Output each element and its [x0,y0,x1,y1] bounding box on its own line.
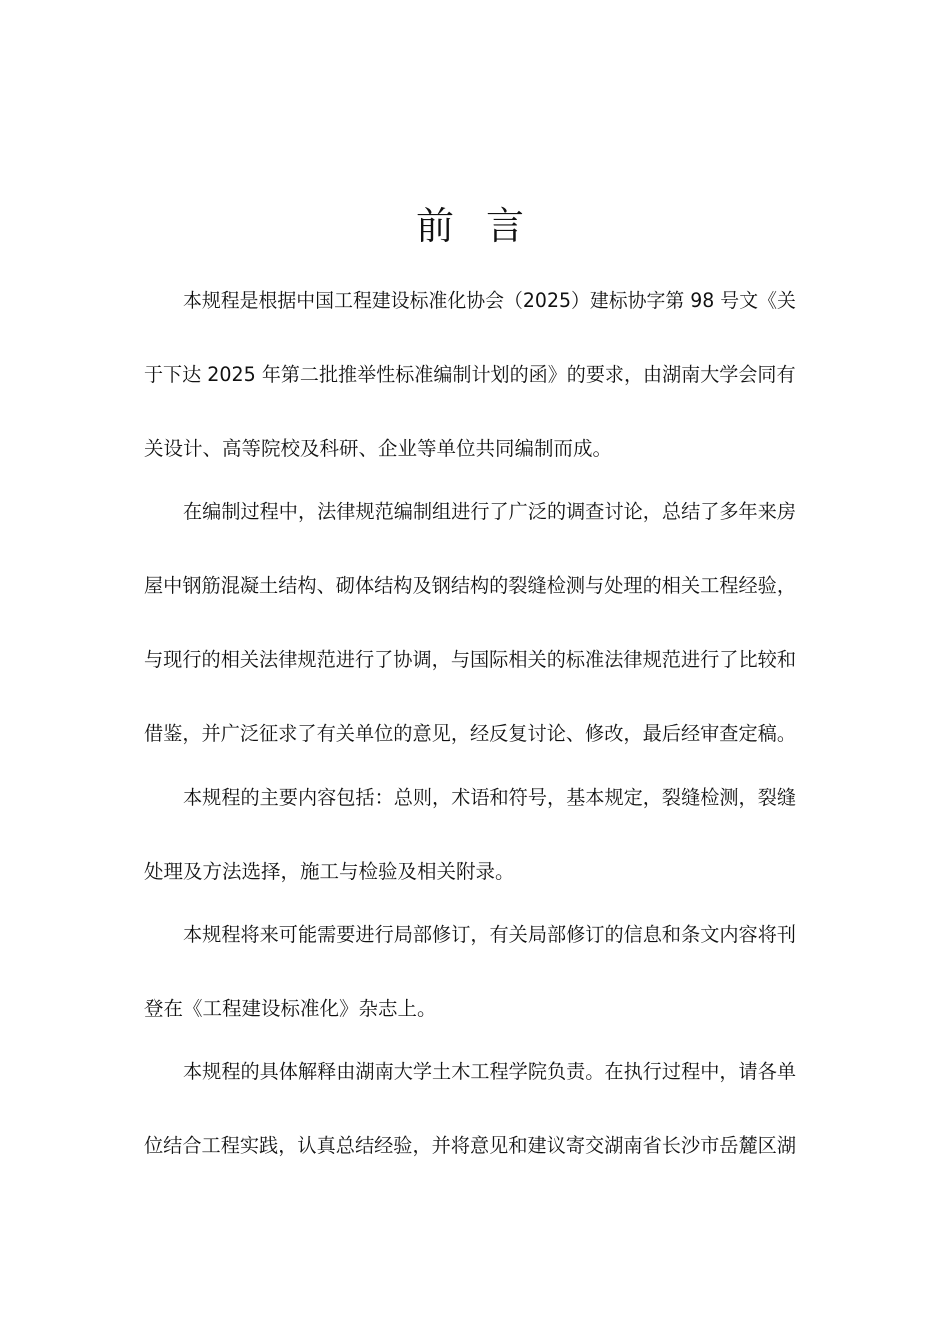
paragraph-3-line-2: 处理及方法选择，施工与检验及相关附录。 [144,860,515,883]
paragraph-1-line-3: 关设计、高等院校及科研、企业等单位共同编制而成。 [144,437,613,460]
paragraph-5-line-1: 本规程的具体解释由湖南大学土木工程学院负责。在执行过程中，请各单 [183,1060,797,1083]
paragraph-3-line-1: 本规程的主要内容包括：总则，术语和符号，基本规定，裂缝检测，裂缝 [183,786,797,809]
paragraph-2-line-4: 借鉴，并广泛征求了有关单位的意见，经反复讨论、修改，最后经审查定稿。 [144,722,797,745]
paragraph-5-line-2: 位结合工程实践，认真总结经验，并将意见和建议寄交湖南省长沙市岳麓区湖 [144,1134,797,1157]
paragraph-4-line-2: 登在《工程建设标准化》杂志上。 [144,997,437,1020]
paragraph-2-line-2: 屋中钢筋混凝土结构、砌体结构及钢结构的裂缝检测与处理的相关工程经验， [144,574,797,597]
page-title: 前 言 [415,204,535,248]
paragraph-2-line-1: 在编制过程中，法律规范编制组进行了广泛的调查讨论，总结了多年来房 [183,500,797,523]
paragraph-1-line-1: 本规程是根据中国工程建设标准化协会（2025）建标协字第 98 号文《关 [183,289,796,312]
paragraph-2-line-3: 与现行的相关法律规范进行了协调，与国际相关的标准法律规范进行了比较和 [144,648,797,671]
paragraph-1-line-2: 于下达 2025 年第二批推举性标准编制计划的函》的要求，由湖南大学会同有 [144,363,796,386]
paragraph-4-line-1: 本规程将来可能需要进行局部修订，有关局部修订的信息和条文内容将刊 [183,923,797,946]
